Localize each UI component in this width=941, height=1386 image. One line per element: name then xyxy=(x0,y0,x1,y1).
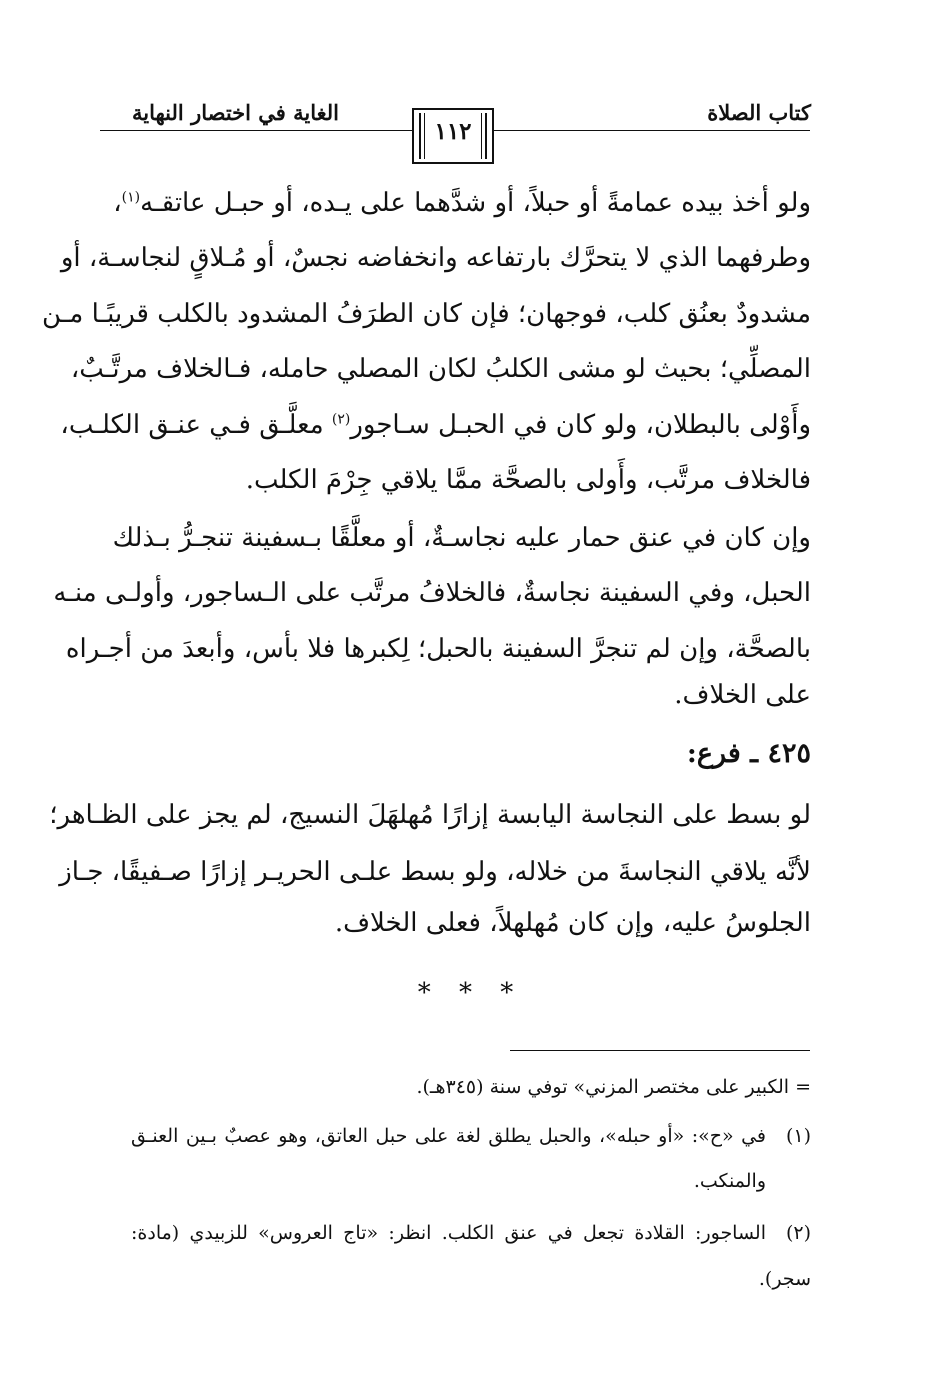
footnote-ref-1: (١) xyxy=(121,189,141,206)
paragraph-2-line-1: وإن كان في عنق حمار عليه نجاسـةٌ، أو معلَّقًا بـسفينة تنجـرُّ بـذلك xyxy=(112,523,811,553)
paragraph-3-line-3: الجلوسُ عليه، وإن كان مُهلهلاً، فعلى الخلاف. xyxy=(334,908,811,938)
page-number: ١١٢ xyxy=(434,118,472,145)
paragraph-1-line-6: فالخلاف مرتَّب، وأَولى بالصحَّة ممَّا يلاقي جِرْمَ الكلب. xyxy=(245,465,811,495)
footnote-ref-2: (٢) xyxy=(331,411,351,428)
footnote-2-line-1: الساجور: القلادة تجعل في عنق الكلب. انظر: «تاج العروس» للزبيدي (مادة: xyxy=(131,1222,766,1244)
footnote-2-line-2: سجر). xyxy=(758,1268,811,1290)
section-separator: * * * xyxy=(417,978,524,1008)
text-segment: ولو أخذ بيده عمامةً أو حبلاً، أو شدَّهما على يـده، أو حبـل عاتقـه xyxy=(140,188,811,218)
text-segment: وأَوْلى بالبطلان، ولو كان في الحبـل سـاجور xyxy=(350,410,811,440)
text-segment: معلَّـق فـي عنـق الكلـب، xyxy=(60,410,332,440)
footnote-continuation: = الكبير على مختصر المزني» توفي سنة (٣٤٥هـ). xyxy=(416,1076,811,1098)
paragraph-3-line-2: لأنَّه يلاقي النجاسةَ من خلاله، ولو بسط علـى الحريـر إزارًا صـفيقًا، جـاز xyxy=(59,857,811,887)
footnote-2-mark: (٢) xyxy=(785,1222,811,1244)
paragraph-1-line-1 xyxy=(113,186,811,220)
running-header-chapter: كتاب الصلاة xyxy=(707,100,811,125)
running-header-book-title: الغاية في اختصار النهاية xyxy=(132,100,339,125)
footnote-1-line-1: في «ح»: «أو حبله»، والحبل يطلق لغة على حبل العاتق، وهو عصبٌ بـين العنـق xyxy=(131,1125,766,1147)
paragraph-2-line-4: على الخلاف. xyxy=(674,680,811,710)
paragraph-1-line-5 xyxy=(60,408,811,442)
footnote-1-mark: (١) xyxy=(785,1125,811,1147)
paragraph-3-line-1: لو بسط على النجاسة اليابسة إزارًا مُهلهَلَ النسيج، لم يجز على الظـاهر؛ xyxy=(49,800,811,830)
paragraph-1-line-2: وطرفهما الذي لا يتحرَّك بارتفاعه وانخفاضه نجسٌ، أو مُـلاقٍ لنجاسـة، أو xyxy=(60,243,811,273)
paragraph-1-line-4: المصلِّي؛ بحيث لو مشى الكلبُ لكان المصلي حامله، فـالخلاف مرتَّـبٌ، xyxy=(70,354,811,384)
paragraph-2-line-2: الحبل، وفي السفينة نجاسةٌ، فالخلافُ مرتَّب على الـساجور، وأولـى منـه xyxy=(53,578,811,608)
paragraph-1-line-3: مشدودٌ بعنُق كلب، فوجهان؛ فإن كان الطرَفُ المشدود بالكلب قريبًـا مـن xyxy=(41,299,811,329)
section-heading: ٤٢٥ ـ فرع: xyxy=(686,738,811,769)
text-segment: ، xyxy=(113,188,122,218)
footnote-rule xyxy=(510,1050,810,1051)
paragraph-2-line-3: بالصحَّة، وإن لم تنجرَّ السفينة بالحبل؛ لِكبرها فلا بأس، وأبعدَ من أجـراه xyxy=(65,634,811,664)
footnote-1-line-2: والمنكب. xyxy=(693,1170,766,1192)
